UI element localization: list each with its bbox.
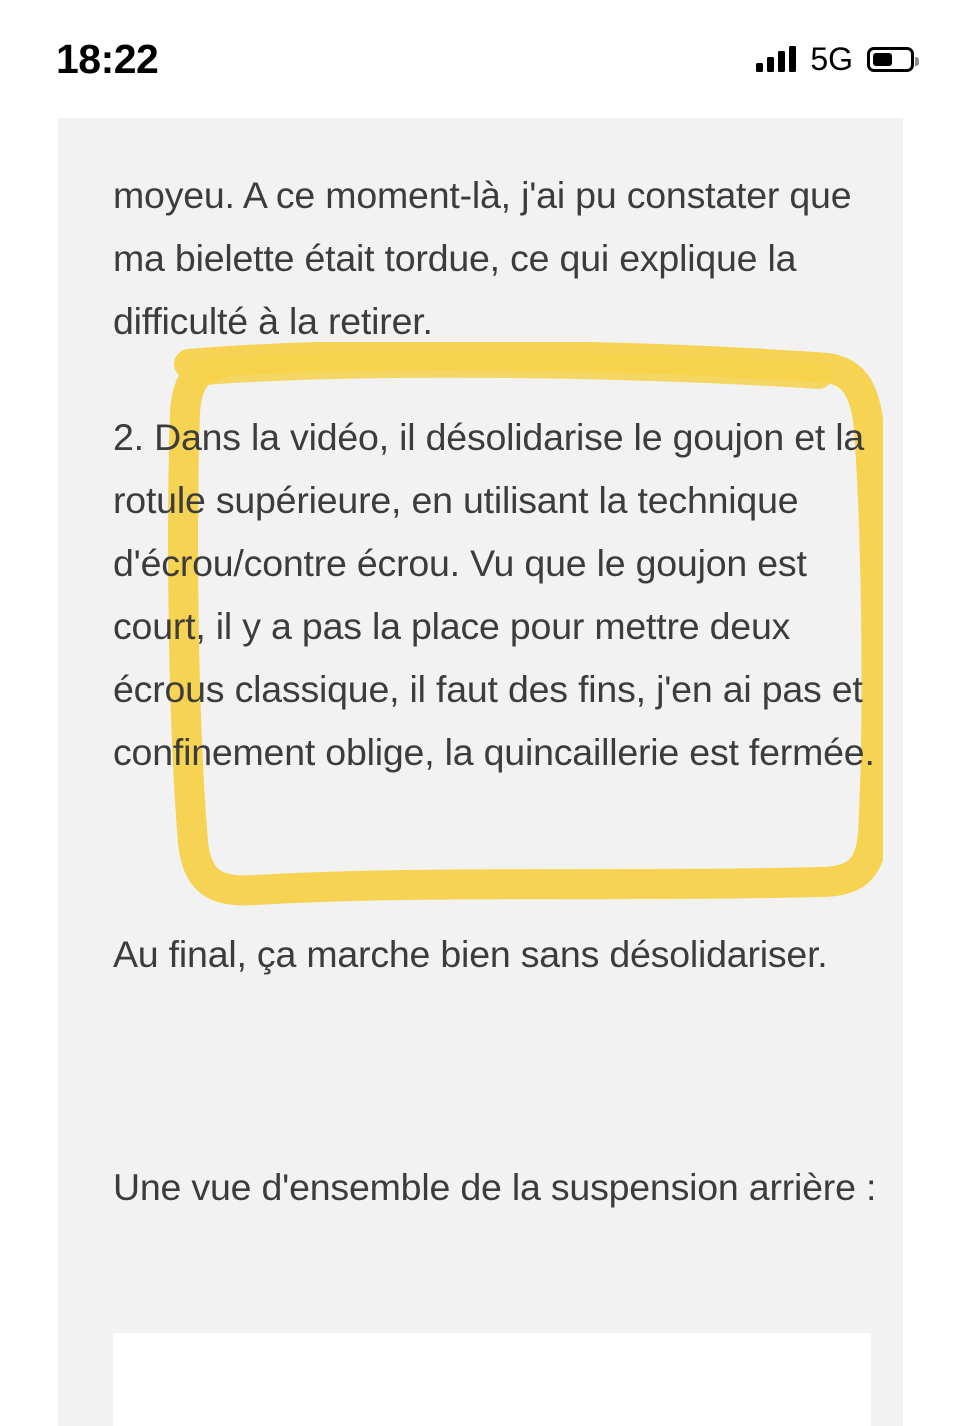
- network-type-label: 5G: [810, 40, 853, 77]
- status-bar: [0, 0, 960, 118]
- paragraph-text: moyeu. A ce moment-là, j'ai pu constater que ma bielette était tordue, ce qui explique la difficulté à la retirer.: [113, 173, 852, 342]
- paragraph-text-highlighted: 2. Dans la vidéo, il désolidarise le goujon et la rotule supérieure, en utilisant la technique d'écrou/contre écrou. Vu que le goujon est court, il y a pas la place pour mettre deux écrous classique, il faut des fins, j'en ai pas et confinement oblige, la quincaillerie est fermée.: [113, 415, 875, 773]
- article-content: [58, 118, 903, 1426]
- paragraph-text: Au final, ça marche bien sans désolidariser.: [113, 932, 828, 975]
- cellular-signal-icon: [756, 46, 796, 72]
- battery-icon: [867, 47, 914, 72]
- status-bar-clock: 18:22: [56, 35, 159, 82]
- embedded-image[interactable]: [113, 1333, 871, 1426]
- status-bar-indicators: [756, 41, 914, 78]
- paragraph-text: Une vue d'ensemble de la suspension arrière :: [113, 1165, 877, 1208]
